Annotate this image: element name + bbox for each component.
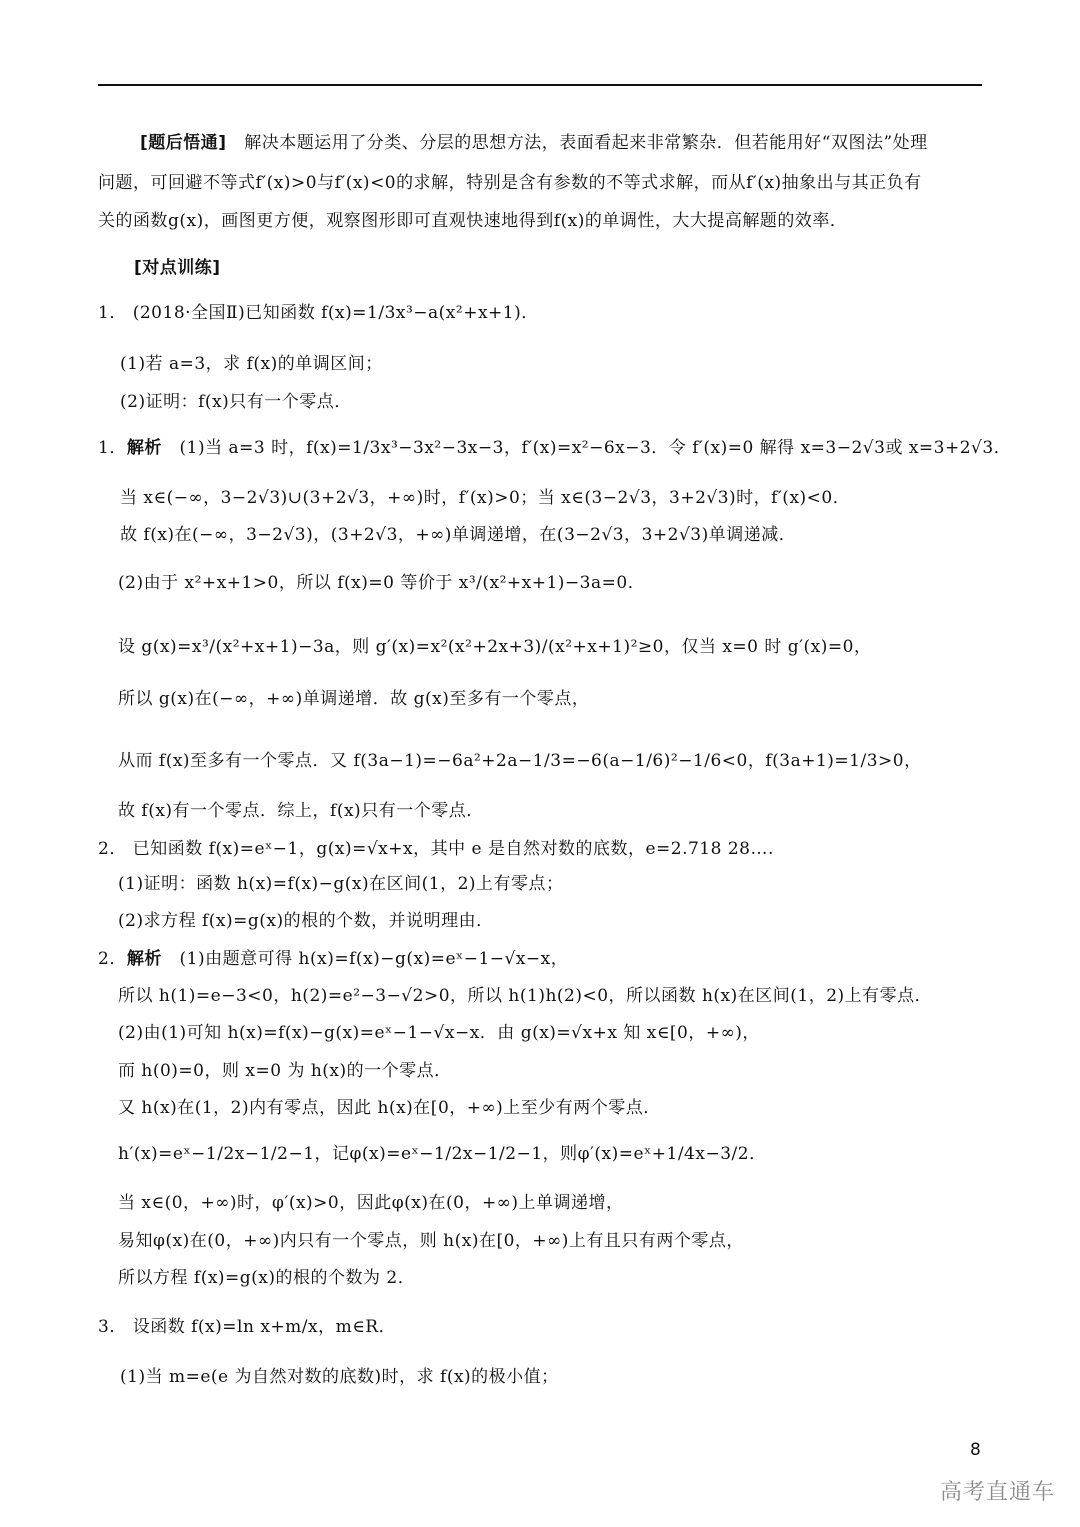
- reflection-line-3: 关的函数g(x)，画图更方便，观察图形即可直观快速地得到f(x)的单调性，大大提高解题的效率．: [98, 211, 848, 231]
- header-rule: [98, 84, 982, 86]
- problem-3-stem: [98, 1316, 396, 1338]
- solution-1-text-1: (1)当 a=3 时，f(x)=1/3x³−3x²−3x−3，f′(x)=x²−6x−3．令 f′(x)=0 解得 x=3−2√3或 x=3+2√3．: [179, 438, 1012, 458]
- solution-2-line-1: [98, 948, 568, 970]
- solution-2-line-8: 易知φ(x)在(0，+∞)内只有一个零点，则 h(x)在[0，+∞)上有且只有两个零点，: [118, 1231, 744, 1251]
- problem-2-part-1: (1)证明：函数 h(x)=f(x)−g(x)在区间(1，2)上有零点；: [118, 874, 564, 894]
- problem-1-stem-text: 已知函数 f(x)=1/3x³−a(x²+x+1)．: [245, 303, 539, 323]
- solution-2-line-3: (2)由(1)可知 h(x)=f(x)−g(x)=eˣ−1−√x−x．由 g(x)=√x+x 知 x∈[0，+∞)，: [118, 1023, 760, 1043]
- reflection-text-1: 解决本题运用了分类、分层的思想方法，表面看起来非常繁杂．但若能用好“双图法”处理: [244, 133, 928, 153]
- watermark-logo-text: 高考直通车: [940, 1480, 1056, 1505]
- solution-1-line-6: 所以 g(x)在(−∞，+∞)单调递增．故 g(x)至多有一个零点，: [118, 689, 590, 709]
- solution-2-line-5: 又 h(x)在(1，2)内有零点，因此 h(x)在[0，+∞)上至少有两个零点．: [118, 1098, 661, 1118]
- problem-2-part-2: (2)求方程 f(x)=g(x)的根的个数，并说明理由．: [118, 911, 494, 931]
- problem-2-stem-text: 已知函数 f(x)=eˣ−1，g(x)=√x+x，其中 e 是自然对数的底数，e=2.718 28….: [132, 839, 774, 859]
- page-number: 8: [970, 1440, 981, 1460]
- problem-3-part-1: (1)当 m=e(e 为自然对数的底数)时，求 f(x)的极小值；: [120, 1367, 559, 1387]
- reflection-line-2: 问题，可回避不等式f′(x)>0与f′(x)<0的求解，特别是含有参数的不等式求解，而从f′(x)抽象出与其正负有: [98, 173, 922, 193]
- solution-1-line-5: 设 g(x)=x³/(x²+x+1)−3a，则 g′(x)=x²(x²+2x+3)/(x²+x+1)²≥0，仅当 x=0 时 g′(x)=0，: [118, 637, 872, 657]
- solution-1-line-3: 故 f(x)在(−∞，3−2√3)，(3+2√3，+∞)单调递增，在(3−2√3，3+2√3)单调递减．: [120, 525, 797, 545]
- solution-2-text-1: (1)由题意可得 h(x)=f(x)−g(x)=eˣ−1−√x−x，: [179, 949, 569, 969]
- problem-3-number: 3．: [98, 1317, 127, 1337]
- solution-1-label: 解析: [126, 438, 162, 458]
- problem-1-source: (2018·全国Ⅱ): [132, 303, 246, 323]
- problem-2-number: 2．: [98, 839, 127, 859]
- solution-2-line-6: h′(x)=eˣ−1/2x−1/2−1，记φ(x)=eˣ−1/2x−1/2−1，则φ′(x)=eˣ+1/4x−3/2．: [118, 1144, 767, 1164]
- solution-2-line-2: 所以 h(1)=e−3<0，h(2)=e²−3−√2>0，所以 h(1)h(2)<0，所以函数 h(x)在区间(1，2)上有零点．: [118, 986, 933, 1006]
- solution-1-line-2: 当 x∈(−∞，3−2√3)∪(3+2√3，+∞)时，f′(x)>0；当 x∈(3−2√3，3+2√3)时，f′(x)<0．: [120, 488, 851, 508]
- solution-2-line-7: 当 x∈(0，+∞)时，φ′(x)>0，因此φ(x)在(0，+∞)上单调递增，: [118, 1193, 624, 1213]
- solution-1-line-1: [98, 437, 1011, 459]
- reflection-label: [题后悟通]: [140, 133, 227, 153]
- solution-1-number: 1．: [98, 438, 127, 458]
- solution-2-number: 2．: [98, 949, 127, 969]
- solution-2-label: 解析: [126, 949, 162, 969]
- solution-2-line-9: 所以方程 f(x)=g(x)的根的个数为 2．: [118, 1268, 416, 1288]
- problem-2-stem: [98, 838, 774, 860]
- problem-1-stem: [98, 302, 539, 324]
- solution-2-line-4: 而 h(0)=0，则 x=0 为 h(x)的一个零点．: [118, 1061, 452, 1081]
- problem-3-stem-text: 设函数 f(x)=ln x+m/x，m∈R．: [132, 1317, 397, 1337]
- problem-1-part-1: (1)若 a=3，求 f(x)的单调区间；: [120, 354, 383, 374]
- solution-1-line-4: (2)由于 x²+x+1>0，所以 f(x)=0 等价于 x³/(x²+x+1)−3a=0．: [118, 573, 646, 593]
- reflection-line-1: [140, 132, 928, 154]
- training-label: [对点训练]: [134, 258, 221, 278]
- solution-1-line-8: 故 f(x)有一个零点．综上，f(x)只有一个零点．: [118, 801, 484, 821]
- problem-1-part-2: (2)证明：f(x)只有一个零点．: [120, 392, 352, 412]
- problem-1-number: 1．: [98, 303, 127, 323]
- solution-1-line-7: 从而 f(x)至多有一个零点．又 f(3a−1)=−6a²+2a−1/3=−6(a−1/6)²−1/6<0，f(3a+1)=1/3>0，: [118, 751, 922, 771]
